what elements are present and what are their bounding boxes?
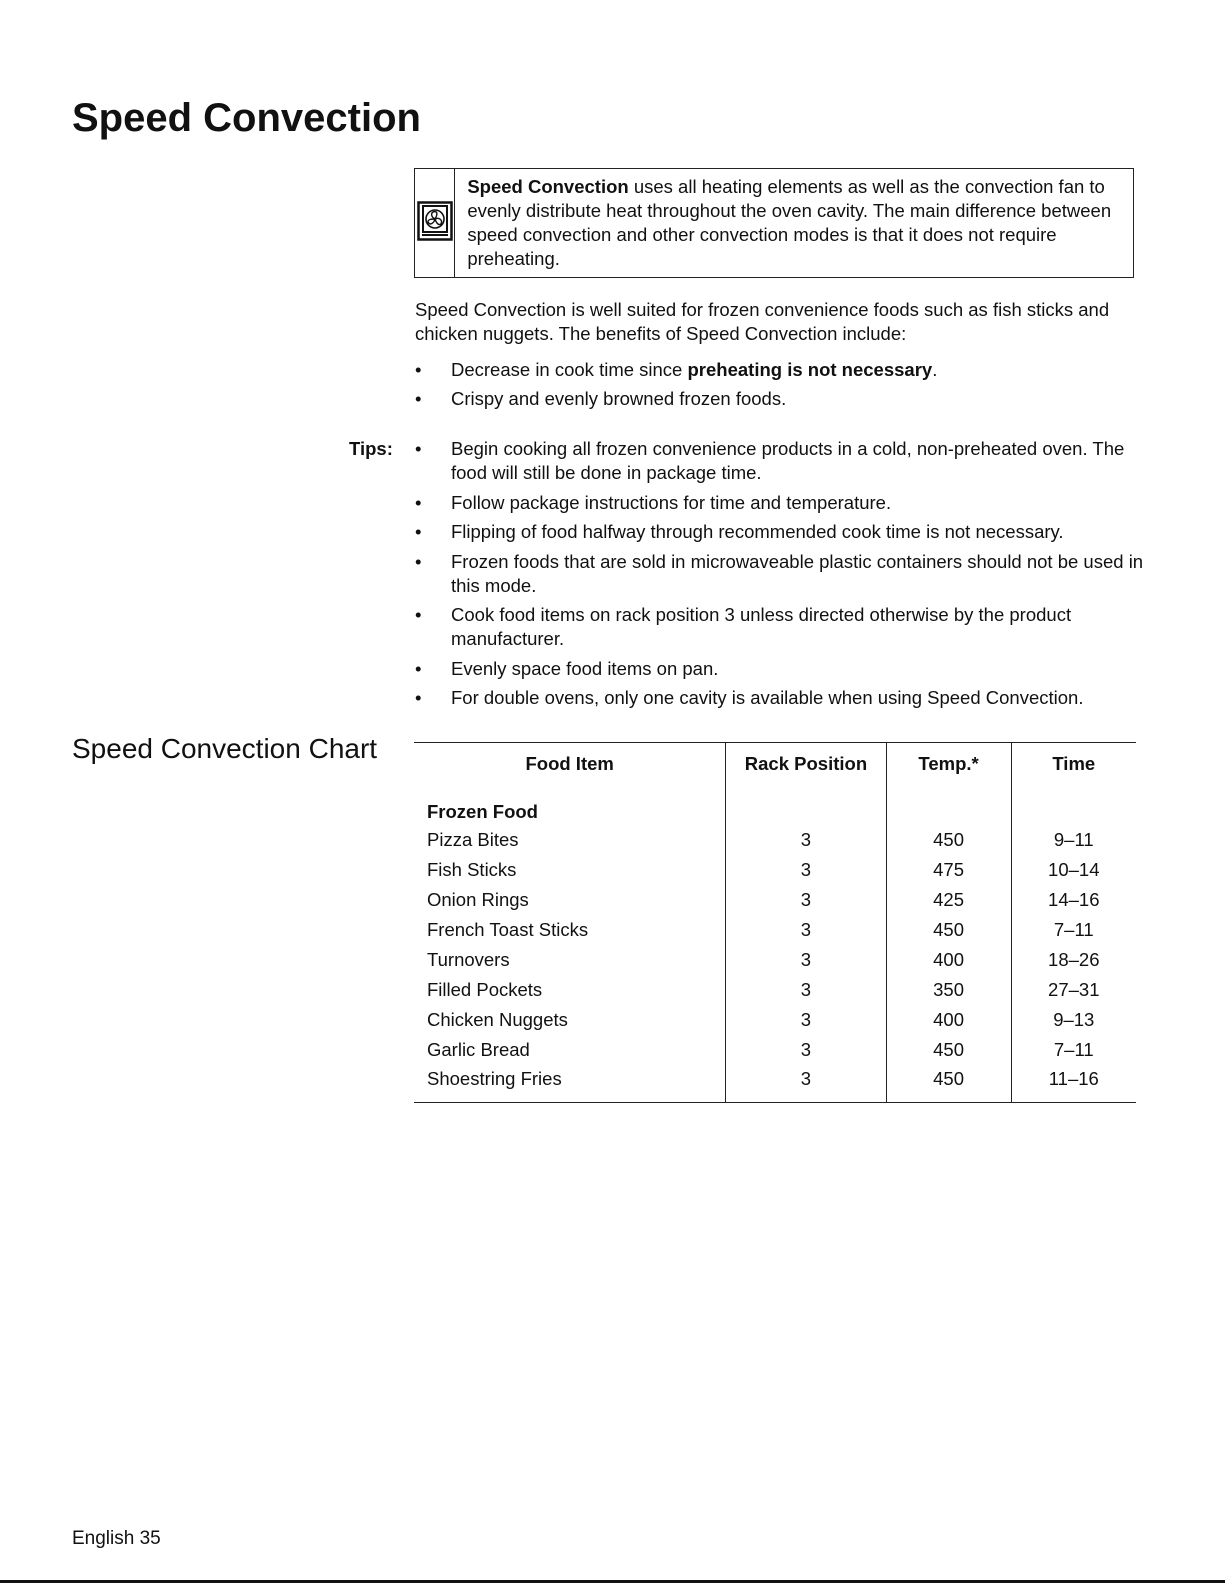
table-group-row [414, 785, 1136, 825]
table-row: French Toast Sticks 3 450 7–11 [414, 915, 1136, 945]
table-row: Turnovers 3 400 18–26 [414, 945, 1136, 975]
bottom-divider [0, 1580, 1225, 1583]
table-row: Garlic Bread 3 450 7–11 [414, 1035, 1136, 1065]
bullet: • [415, 388, 422, 409]
bullet: • [415, 438, 422, 459]
bullet: • [415, 521, 422, 542]
mode-description-box [414, 168, 1134, 278]
list-item: • Frozen foods that are sold in microwaveable plastic containers should not be used in this mode. [415, 550, 1144, 596]
bullet: • [415, 604, 422, 625]
bullet: • [415, 657, 422, 679]
bullet: • [415, 491, 422, 513]
bullet: • [415, 359, 422, 380]
page-title: Speed Convection [72, 96, 421, 140]
table-row: Shoestring Fries 3 450 11–16 [414, 1065, 1136, 1103]
list-item: • Evenly space food items on pan. [415, 657, 719, 679]
list-item: • Decrease in cook time since preheating is not necessary. [415, 359, 938, 380]
page-footer: English 35 [72, 1528, 161, 1549]
bullet: • [415, 687, 422, 708]
table-row: Fish Sticks 3 475 10–14 [414, 855, 1136, 885]
mode-description [455, 169, 1133, 277]
list-item: • Flipping of food halfway through recommended cook time is not necessary. [415, 521, 1064, 542]
list-item: • Follow package instructions for time and temperature. [415, 491, 892, 513]
list-item: • For double ovens, only one cavity is available when using Speed Convection. [415, 687, 1084, 708]
column-header-food-item: Food Item [525, 753, 614, 774]
table-row: Filled Pockets 3 350 27–31 [414, 975, 1136, 1005]
benefits-list [415, 358, 1145, 416]
tips-list [415, 437, 1145, 716]
mode-icon-cell [415, 169, 455, 277]
table-row: Pizza Bites 3 450 9–11 [414, 825, 1136, 855]
column-header-time: Time [1011, 743, 1136, 786]
group-label: Frozen Food [427, 801, 538, 822]
mode-name: Speed Convection [467, 176, 629, 197]
column-header-rack-position: Rack Position [726, 743, 886, 786]
tips-label: Tips: [349, 438, 393, 459]
table-header-row [414, 743, 1136, 786]
convection-fan-icon [417, 201, 453, 246]
mode-description-text: uses all heating elements as well as the convection fan to evenly distribute heat throughout the oven cavity. The main difference between speed convection and other convection modes is that it does not require preheating. [467, 176, 1112, 269]
list-item: • Cook food items on rack position 3 unless directed otherwise by the product manufacturer. [415, 604, 1072, 649]
chart-section-title: Speed Convection Chart [72, 733, 378, 764]
intro-paragraph: Speed Convection is well suited for frozen convenience foods such as fish sticks and chicken nuggets. The benefits of Speed Convection include: [415, 299, 1110, 344]
table-row: Chicken Nuggets 3 400 9–13 [414, 1005, 1136, 1035]
list-item: • Begin cooking all frozen convenience products in a cold, non-preheated oven. The food will still be done in package time. [415, 438, 1125, 483]
column-header-temp: Temp.* [886, 743, 1011, 786]
list-item: • Crispy and evenly browned frozen foods. [415, 388, 787, 409]
table-row: Onion Rings 3 425 14–16 [414, 885, 1136, 915]
bullet: • [415, 550, 422, 572]
speed-convection-table [414, 742, 1136, 1103]
